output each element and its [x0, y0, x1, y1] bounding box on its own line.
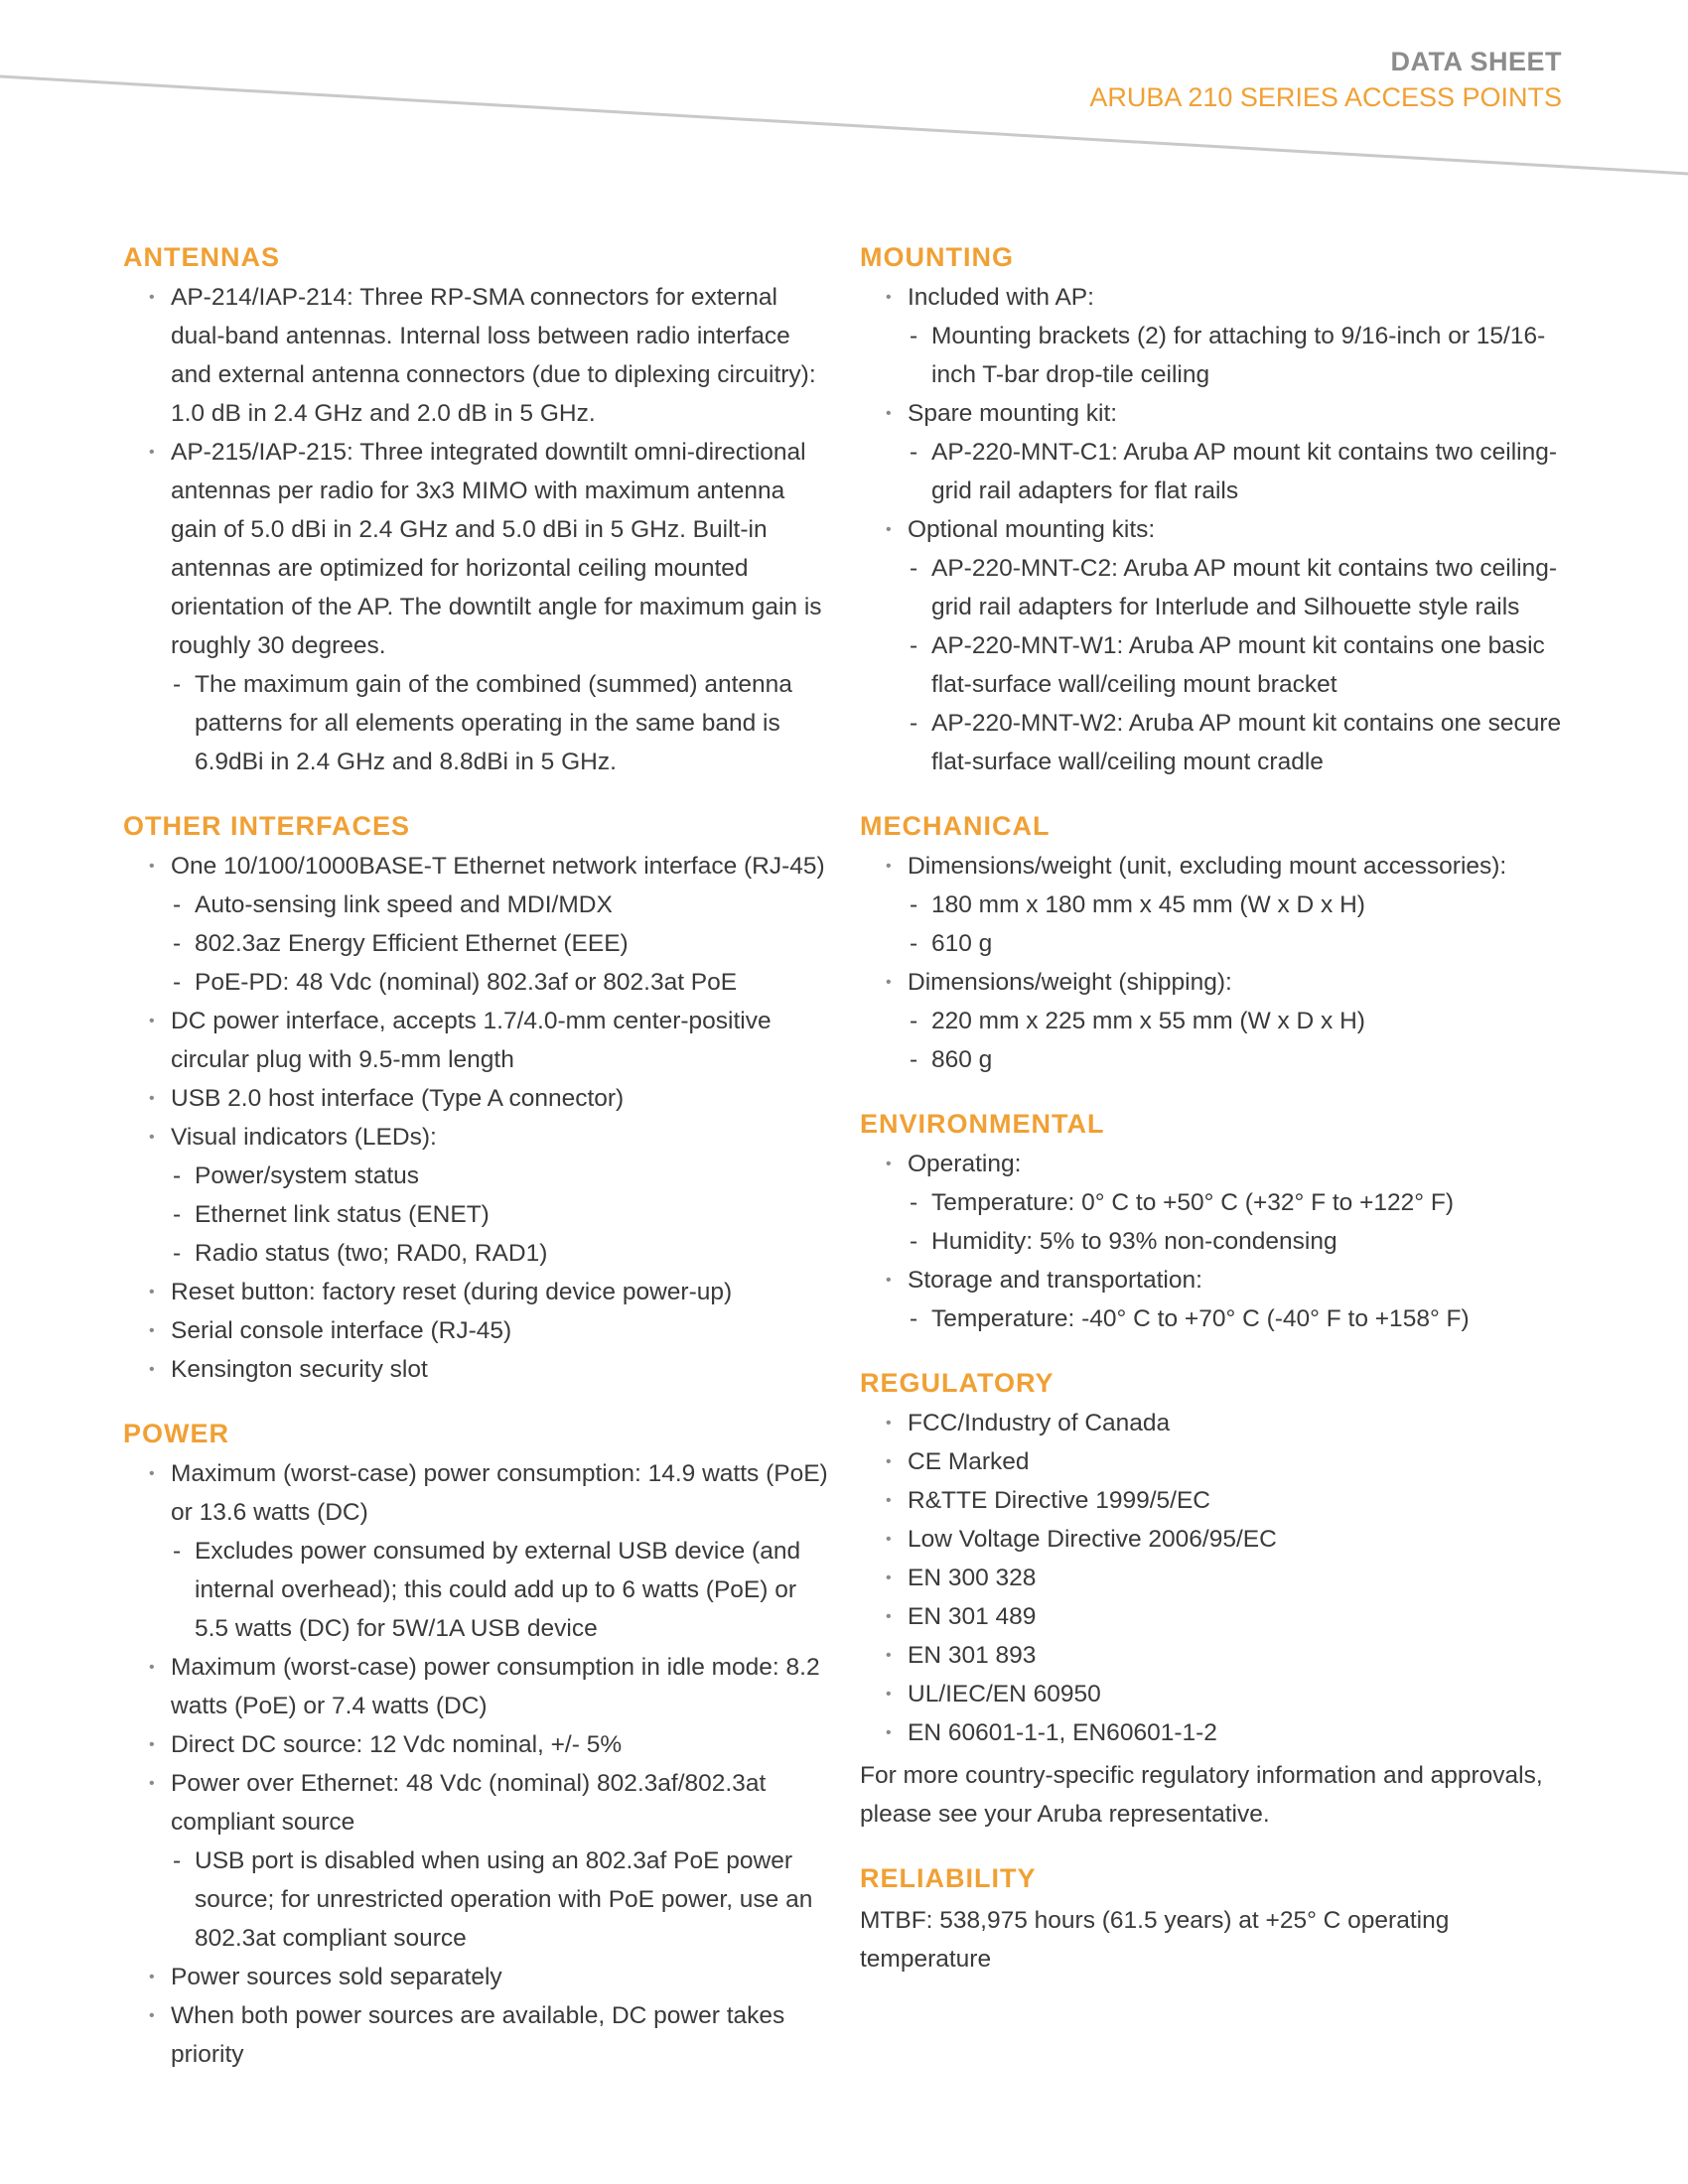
list-item — [860, 1404, 1565, 1442]
bullet-list — [860, 847, 1565, 1079]
list-item-text: Power over Ethernet: 48 Vdc (nominal) 802.3af/802.3at compliant source — [171, 1770, 767, 1836]
list-item — [860, 1145, 1565, 1261]
list-item-text: Visual indicators (LEDs): — [171, 1124, 437, 1151]
list-item — [123, 1350, 834, 1389]
section-power — [123, 1415, 834, 2074]
list-item-text: Included with AP: — [908, 284, 1094, 311]
list-item-text: R&TTE Directive 1999/5/EC — [908, 1487, 1210, 1514]
list-item — [860, 963, 1565, 1079]
list-item — [123, 1764, 834, 1958]
list-item — [123, 1648, 834, 1725]
list-item-text: Direct DC source: 12 Vdc nominal, +/- 5% — [171, 1731, 623, 1758]
sub-list-item: - AP-220-MNT-W2: Aruba AP mount kit contains one secure flat-surface wall/ceiling mount cradle — [908, 704, 1565, 781]
product-title: ARUBA 210 SERIES ACCESS POINTS — [1089, 82, 1562, 112]
sub-list-item: - Radio status (two; RAD0, RAD1) — [171, 1234, 834, 1273]
list-item-text: DC power interface, accepts 1.7/4.0-mm center-positive circular plug with 9.5-mm length — [171, 1008, 772, 1073]
sub-list-item: - 610 g — [908, 924, 1565, 963]
document-type: DATA SHEET — [1390, 47, 1562, 76]
list-item — [123, 1725, 834, 1764]
sub-list-item: - Temperature: -40° C to +70° C (-40° F to +158° F) — [908, 1299, 1565, 1338]
list-item — [123, 1996, 834, 2074]
bullet-list — [860, 1404, 1565, 1752]
sub-list — [908, 1183, 1565, 1261]
list-item-text: AP-215/IAP-215: Three integrated downtilt omni-directional antennas per radio for 3x3 MIMO with maximum antenna gain of 5.0 dBi in 2.4 GHz and 5.0 dBi in 5 GHz. Built-in antennas are optimized for horizontal ceiling mounted orientation of the AP. The downtilt angle for maximum gain is roughly 30 degrees. — [171, 439, 822, 659]
list-item — [860, 394, 1565, 510]
list-item-text: EN 301 489 — [908, 1603, 1037, 1630]
list-item-text: Power sources sold separately — [171, 1964, 502, 1990]
page-header — [1089, 44, 1562, 115]
list-item-text: EN 300 328 — [908, 1565, 1037, 1591]
list-item — [860, 1597, 1565, 1636]
list-item — [123, 847, 834, 1002]
list-item-text: Storage and transportation: — [908, 1267, 1202, 1294]
list-item-text: UL/IEC/EN 60950 — [908, 1681, 1101, 1707]
sub-list-item: - Auto-sensing link speed and MDI/MDX — [171, 886, 834, 924]
sub-list-item: - Power/system status — [171, 1157, 834, 1195]
list-item — [123, 1118, 834, 1273]
bullet-list — [123, 278, 834, 781]
section-title: OTHER INTERFACES — [123, 811, 411, 841]
sub-list — [171, 665, 834, 781]
sub-list — [171, 886, 834, 1002]
list-item-text: Maximum (worst-case) power consumption in idle mode: 8.2 watts (PoE) or 7.4 watts (DC) — [171, 1654, 820, 1719]
sub-list — [171, 1157, 834, 1273]
section-antennas — [123, 238, 834, 781]
list-item-text: One 10/100/1000BASE-T Ethernet network interface (RJ-45) — [171, 853, 825, 880]
list-item — [860, 1481, 1565, 1520]
sub-list-item: - Humidity: 5% to 93% non-condensing — [908, 1222, 1565, 1261]
list-item-text: Low Voltage Directive 2006/95/EC — [908, 1526, 1277, 1553]
sub-list — [908, 886, 1565, 963]
list-item — [123, 433, 834, 781]
list-item — [860, 1675, 1565, 1713]
sub-list-item: - 220 mm x 225 mm x 55 mm (W x D x H) — [908, 1002, 1565, 1040]
list-item-text: USB 2.0 host interface (Type A connector) — [171, 1085, 625, 1112]
list-item — [123, 1273, 834, 1311]
sub-list-item: - 180 mm x 180 mm x 45 mm (W x D x H) — [908, 886, 1565, 924]
section-title: POWER — [123, 1419, 230, 1448]
section-mounting — [860, 238, 1565, 781]
sub-list-item: - PoE-PD: 48 Vdc (nominal) 802.3af or 802.3at PoE — [171, 963, 834, 1002]
list-item-text: Maximum (worst-case) power consumption: 14.9 watts (PoE) or 13.6 watts (DC) — [171, 1460, 828, 1526]
section-title: RELIABILITY — [860, 1863, 1037, 1893]
bullet-list — [860, 1145, 1565, 1338]
list-item-text: When both power sources are available, DC power takes priority — [171, 2002, 785, 2068]
sub-list-item: - Temperature: 0° C to +50° C (+32° F to +122° F) — [908, 1183, 1565, 1222]
list-item-text: Operating: — [908, 1151, 1022, 1177]
list-item — [860, 1442, 1565, 1481]
list-item-text: FCC/Industry of Canada — [908, 1410, 1171, 1436]
section-title: MECHANICAL — [860, 811, 1051, 841]
list-item-text: Optional mounting kits: — [908, 516, 1156, 543]
regulatory-note: For more country-specific regulatory information and approvals, please see your Aruba representative. — [860, 1762, 1543, 1828]
list-item — [860, 278, 1565, 394]
sub-list — [908, 1299, 1565, 1338]
list-item-text: Kensington security slot — [171, 1356, 428, 1383]
left-column — [123, 238, 834, 2100]
sub-list-item: - Ethernet link status (ENET) — [171, 1195, 834, 1234]
section-reliability — [860, 1859, 1565, 1979]
sub-list-item: - AP-220-MNT-C1: Aruba AP mount kit contains two ceiling-grid rail adapters for flat rails — [908, 433, 1565, 510]
section-mechanical — [860, 807, 1565, 1079]
list-item — [123, 1958, 834, 1996]
section-title: REGULATORY — [860, 1368, 1055, 1398]
list-item — [860, 510, 1565, 781]
list-item — [123, 1079, 834, 1118]
list-item-text: Dimensions/weight (shipping): — [908, 969, 1232, 996]
list-item — [860, 1713, 1565, 1752]
sub-list-item: - 802.3az Energy Efficient Ethernet (EEE) — [171, 924, 834, 963]
list-item-text: Dimensions/weight (unit, excluding mount accessories): — [908, 853, 1507, 880]
list-item — [860, 1559, 1565, 1597]
section-title: MOUNTING — [860, 242, 1014, 272]
section-title: ANTENNAS — [123, 242, 281, 272]
sub-list-item: - 860 g — [908, 1040, 1565, 1079]
bullet-list — [860, 278, 1565, 781]
list-item — [860, 1636, 1565, 1675]
reliability-note: MTBF: 538,975 hours (61.5 years) at +25° C operating temperature — [860, 1907, 1450, 1973]
sub-list-item: - AP-220-MNT-W1: Aruba AP mount kit contains one basic flat-surface wall/ceiling mount bracket — [908, 626, 1565, 704]
sub-list — [171, 1842, 834, 1958]
section-title: ENVIRONMENTAL — [860, 1109, 1105, 1139]
sub-list — [908, 1002, 1565, 1079]
sub-list — [908, 549, 1565, 781]
bullet-list — [123, 1454, 834, 2074]
sub-list-item: - AP-220-MNT-C2: Aruba AP mount kit contains two ceiling-grid rail adapters for Interlude and Silhouette style rails — [908, 549, 1565, 626]
sub-list-item: - USB port is disabled when using an 802.3af PoE power source; for unrestricted operation with PoE power, use an 802.3at compliant source — [171, 1842, 834, 1958]
section-environmental — [860, 1105, 1565, 1338]
list-item-text: AP-214/IAP-214: Three RP-SMA connectors for external dual-band antennas. Internal loss between radio interface and external antenna connectors (due to diplexing circuitry): 1.0 dB in 2.4 GHz and 2.0 dB in 5 GHz. — [171, 284, 816, 427]
list-item-text: Reset button: factory reset (during device power-up) — [171, 1279, 733, 1305]
sub-list — [908, 317, 1565, 394]
list-item — [860, 1261, 1565, 1338]
sub-list-item: - Mounting brackets (2) for attaching to 9/16-inch or 15/16-inch T-bar drop-tile ceiling — [908, 317, 1565, 394]
section-other-interfaces — [123, 807, 834, 1389]
list-item-text: CE Marked — [908, 1448, 1030, 1475]
list-item-text: EN 301 893 — [908, 1642, 1037, 1669]
right-column — [860, 238, 1565, 2004]
sub-list-item: - Excludes power consumed by external USB device (and internal overhead); this could add up to 6 watts (PoE) or 5.5 watts (DC) for 5W/1A USB device — [171, 1532, 834, 1648]
sub-list-item: - The maximum gain of the combined (summed) antenna patterns for all elements operating in the same band is 6.9dBi in 2.4 GHz and 8.8dBi in 5 GHz. — [171, 665, 834, 781]
list-item-text: EN 60601-1-1, EN60601-1-2 — [908, 1719, 1217, 1746]
list-item-text: Serial console interface (RJ-45) — [171, 1317, 512, 1344]
list-item-text: Spare mounting kit: — [908, 400, 1118, 427]
list-item — [123, 1002, 834, 1079]
list-item — [123, 1311, 834, 1350]
section-regulatory — [860, 1364, 1565, 1834]
sub-list — [908, 433, 1565, 510]
list-item — [860, 847, 1565, 963]
bullet-list — [123, 847, 834, 1389]
list-item — [860, 1520, 1565, 1559]
list-item — [123, 1454, 834, 1648]
list-item — [123, 278, 834, 433]
sub-list — [171, 1532, 834, 1648]
